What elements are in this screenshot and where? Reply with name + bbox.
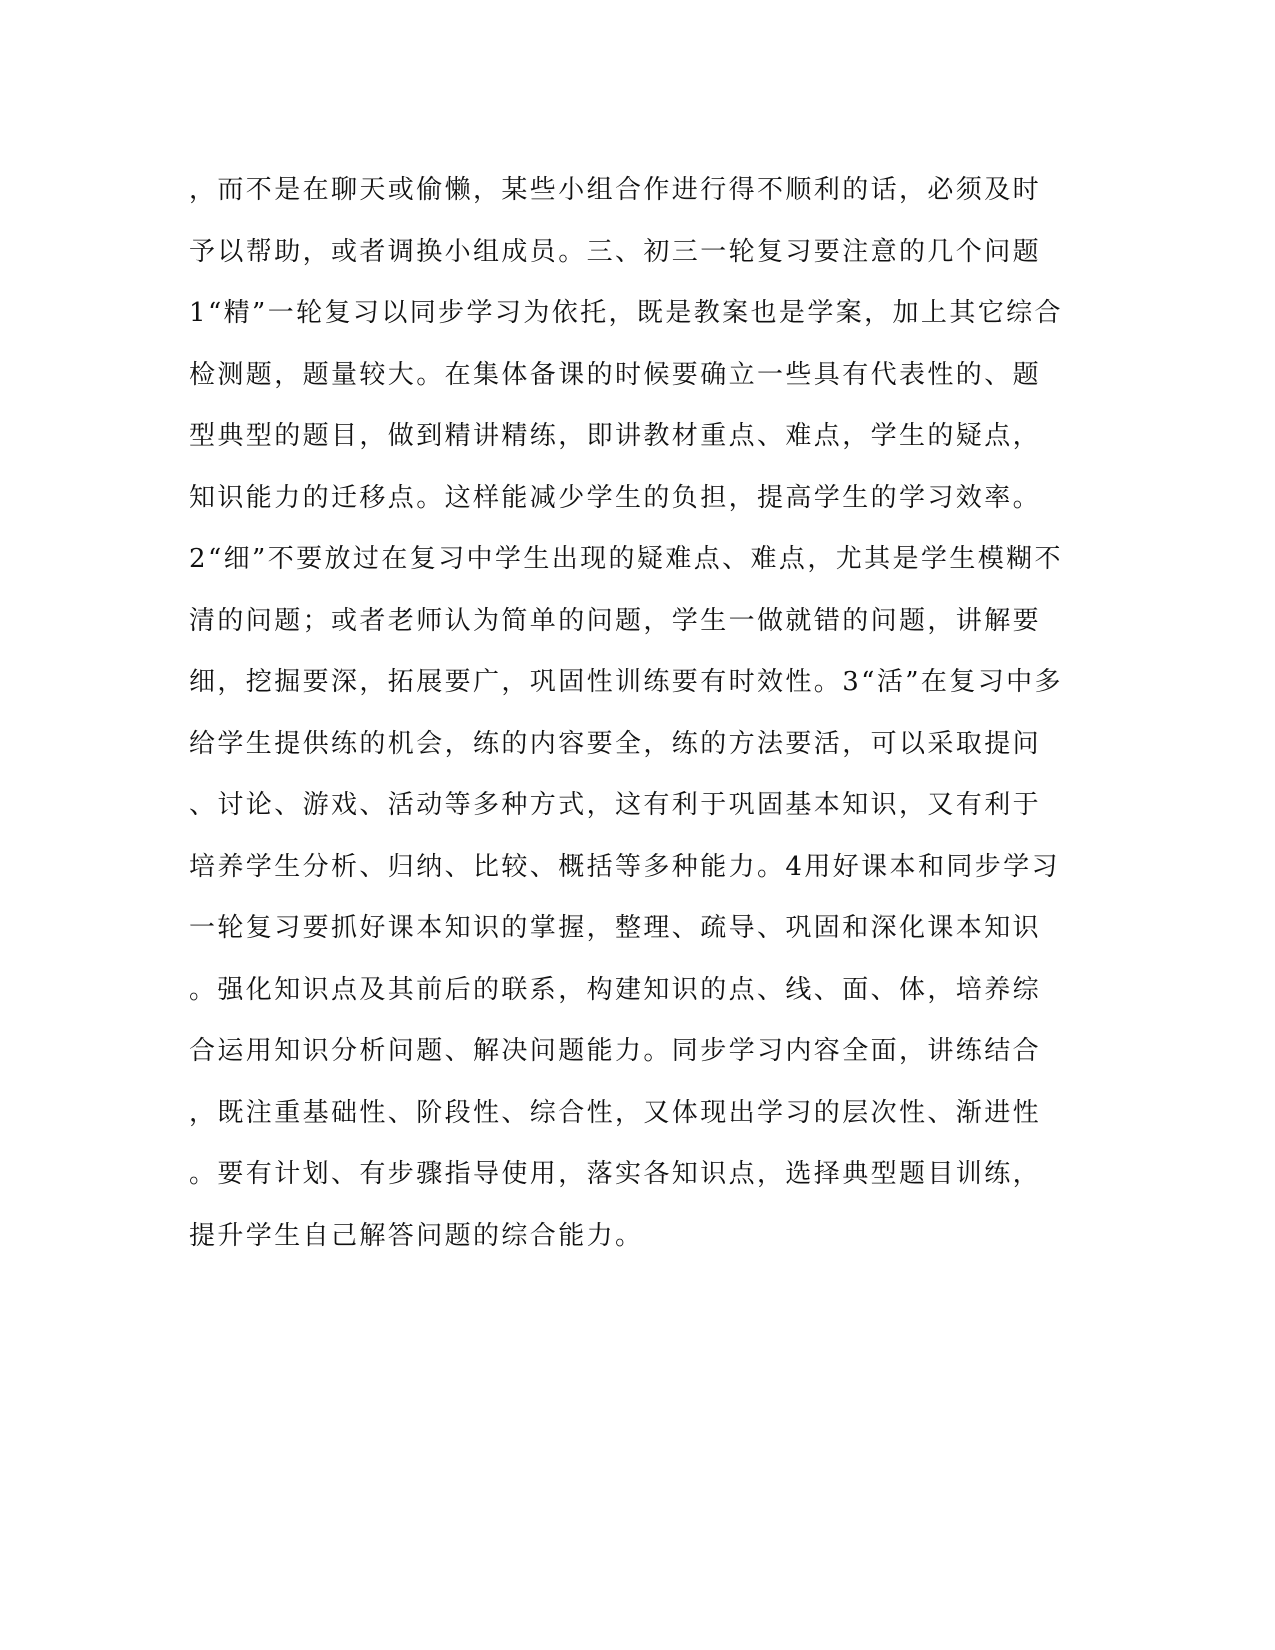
text-line: 知识能力的迁移点。这样能减少学生的负担，提高学生的学习效率。 (189, 482, 1042, 513)
text-line: 型典型的题目，做到精讲精练，即讲教材重点、难点，学生的疑点， (189, 421, 1042, 451)
body-text (189, 160, 1089, 1267)
text-line: 合运用知识分析问题、解决问题能力。同步学习内容全面，讲练结合 (189, 1036, 1042, 1066)
text-line: ，而不是在聊天或偷懒，某些小组合作进行得不顺利的话，必须及时 (189, 175, 1042, 205)
text-line: 一轮复习要抓好课本知识的掌握，整理、疏导、巩固和深化课本知识 (189, 913, 1042, 943)
text-line: ，既注重基础性、阶段性、综合性，又体现出学习的层次性、渐进性 (189, 1097, 1042, 1128)
text-line: 提升学生自己解答问题的综合能力。 (189, 1220, 644, 1251)
text-line: 培养学生分析、归纳、比较、概括等多种能力。4用好课本和同步学习 (189, 851, 1060, 882)
text-line: 予以帮助，或者调换小组成员。三、初三一轮复习要注意的几个问题 (189, 236, 1042, 267)
text-line: 检测题，题量较大。在集体备课的时候要确立一些具有代表性的、题 (189, 359, 1042, 390)
text-line: 。要有计划、有步骤指导使用，落实各知识点，选择典型题目训练， (189, 1159, 1042, 1189)
text-line: 。强化知识点及其前后的联系，构建知识的点、线、面、体，培养综 (189, 974, 1042, 1005)
text-line: 1“精”一轮复习以同步学习为依托，既是教案也是学案，加上其它综合 (189, 298, 1063, 328)
text-line: 细，挖掘要深，拓展要广，巩固性训练要有时效性。3“活”在复习中多 (189, 667, 1063, 697)
text-line: 清的问题；或者老师认为简单的问题，学生一做就错的问题，讲解要 (189, 605, 1042, 636)
text-line: 给学生提供练的机会，练的内容要全，练的方法要活，可以采取提问 (189, 728, 1042, 759)
text-line: 、讨论、游戏、活动等多种方式，这有利于巩固基本知识，又有利于 (189, 790, 1042, 820)
text-line: 2“细”不要放过在复习中学生出现的疑难点、难点，尤其是学生模糊不 (189, 544, 1063, 574)
